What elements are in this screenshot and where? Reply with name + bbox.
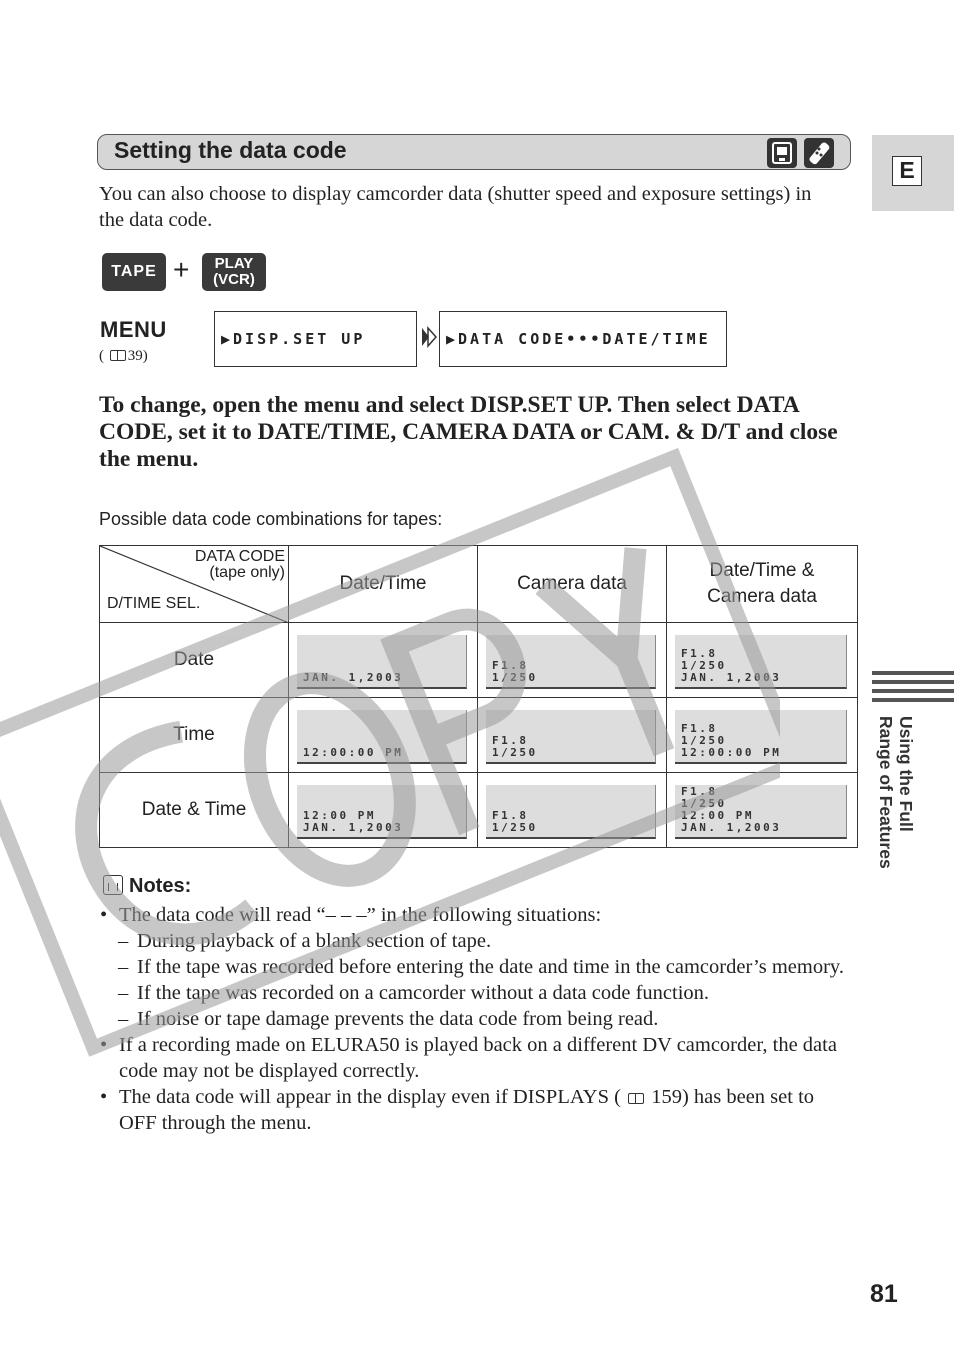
data-code-table: [99, 545, 858, 848]
table-header-row: [100, 546, 858, 623]
notes-icon: [103, 875, 123, 895]
menu-label: MENU: [100, 317, 167, 342]
tape-mode-badge: TAPE: [102, 253, 166, 291]
lcd-readout: F1.8 1/250: [492, 734, 538, 759]
lcd-readout: 12:00 PM JAN. 1,2003: [303, 809, 404, 834]
page-number: 81: [870, 1280, 898, 1308]
table-cell: [289, 773, 478, 848]
lcd-readout: JAN. 1,2003: [303, 671, 404, 684]
corner-dtime-sel-label: D/TIME SEL.: [107, 595, 201, 612]
book-icon: [110, 350, 126, 361]
menu-ref-page: 39): [127, 348, 148, 364]
play-vcr-mode-badge: [202, 253, 266, 291]
table-cell: [667, 623, 858, 698]
vcr-label: (VCR): [213, 271, 255, 288]
corner-top-line1: DATA CODE: [194, 548, 285, 565]
language-tab-letter: E: [892, 156, 922, 186]
lcd-readout: F1.8 1/250: [492, 659, 538, 684]
table-cell: [478, 623, 667, 698]
double-arrow-icon: [421, 326, 437, 354]
notes-heading: [103, 875, 191, 898]
instruction-text: To change, open the menu and select DISP.SET UP. Then select DATA CODE, set it to DATE/TIME, CAMERA DATA or CAM. & D/T and close the menu.: [99, 392, 838, 472]
note-sub-item: – If the tape was recorded on a camcorder without a data code function.: [99, 980, 854, 1006]
row-header-time: Time: [100, 698, 289, 773]
table-caption: Possible data code combinations for tapes:: [99, 509, 443, 529]
menu-page-ref: [99, 348, 148, 365]
notes-heading-text: Notes:: [129, 875, 192, 897]
book-icon: [628, 1093, 644, 1104]
table-cell: [478, 698, 667, 773]
chapter-label-line2: Range of Features: [876, 716, 896, 869]
note-bullet: • If a recording made on ELURA50 is played back on a different DV camcorder, the data code may not be displayed correctly.: [99, 1032, 854, 1084]
corner-data-code-label: [195, 549, 285, 581]
table-row: [100, 698, 858, 773]
chapter-stripe: [872, 680, 954, 684]
intro-text: You can also choose to display camcorder data (shutter speed and exposure settings) in the data code.: [99, 183, 812, 231]
column-header-date-time: Date/Time: [289, 546, 478, 623]
row-header-date-and-time: Date & Time: [100, 773, 289, 848]
chapter-stripe: [872, 689, 954, 693]
chapter-label-line1: Using the Full: [896, 716, 916, 832]
table-cell: [478, 773, 667, 848]
menu-step-data-code: ▶DATA CODE•••DATE/TIME: [439, 311, 727, 367]
corner-top-line2: (tape only): [209, 564, 285, 581]
table-cell: [289, 698, 478, 773]
note-sub-item: – During playback of a blank section of tape.: [99, 928, 854, 954]
note-bullet: • The data code will read “– – –” in the following situations:: [99, 902, 854, 928]
play-label: PLAY: [214, 255, 254, 272]
lcd-readout: F1.8 1/250 12:00 PM JAN. 1,2003: [681, 785, 782, 834]
table-row: [100, 623, 858, 698]
table-row: [100, 773, 858, 848]
remote-control-icon: [804, 138, 834, 168]
chapter-stripe: [872, 671, 954, 675]
note-sub-item: – If the tape was recorded before entering the date and time in the camcorder’s memory.: [99, 954, 854, 980]
plus-sign: +: [173, 254, 190, 285]
menu-ref-open: (: [99, 348, 104, 364]
lcd-readout: F1.8 1/250 JAN. 1,2003: [681, 647, 782, 684]
section-title: Setting the data code: [114, 137, 347, 163]
camcorder-mode-icon: [767, 138, 797, 168]
column-header-date-time-camera-data: Date/Time & Camera data: [667, 546, 858, 623]
lcd-readout: F1.8 1/250: [492, 809, 538, 834]
lcd-readout: F1.8 1/250 12:00:00 PM: [681, 722, 782, 759]
table-cell: [667, 698, 858, 773]
column-header-camera-data: Camera data: [478, 546, 667, 623]
chapter-stripe: [872, 698, 954, 702]
row-header-date: Date: [100, 623, 289, 698]
notes-list: [99, 902, 854, 1136]
menu-step-disp-set-up: ▶DISP.SET UP: [214, 311, 417, 367]
table-cell: [289, 623, 478, 698]
lcd-readout: 12:00:00 PM: [303, 746, 404, 759]
table-corner-cell: [100, 546, 289, 623]
note-bullet: • The data code will appear in the display even if DISPLAYS ( 159) has been set to OFF through the menu.: [99, 1084, 854, 1136]
note-sub-item: – If noise or tape damage prevents the data code from being read.: [99, 1006, 854, 1032]
table-cell: [667, 773, 858, 848]
chapter-label: [876, 716, 916, 869]
